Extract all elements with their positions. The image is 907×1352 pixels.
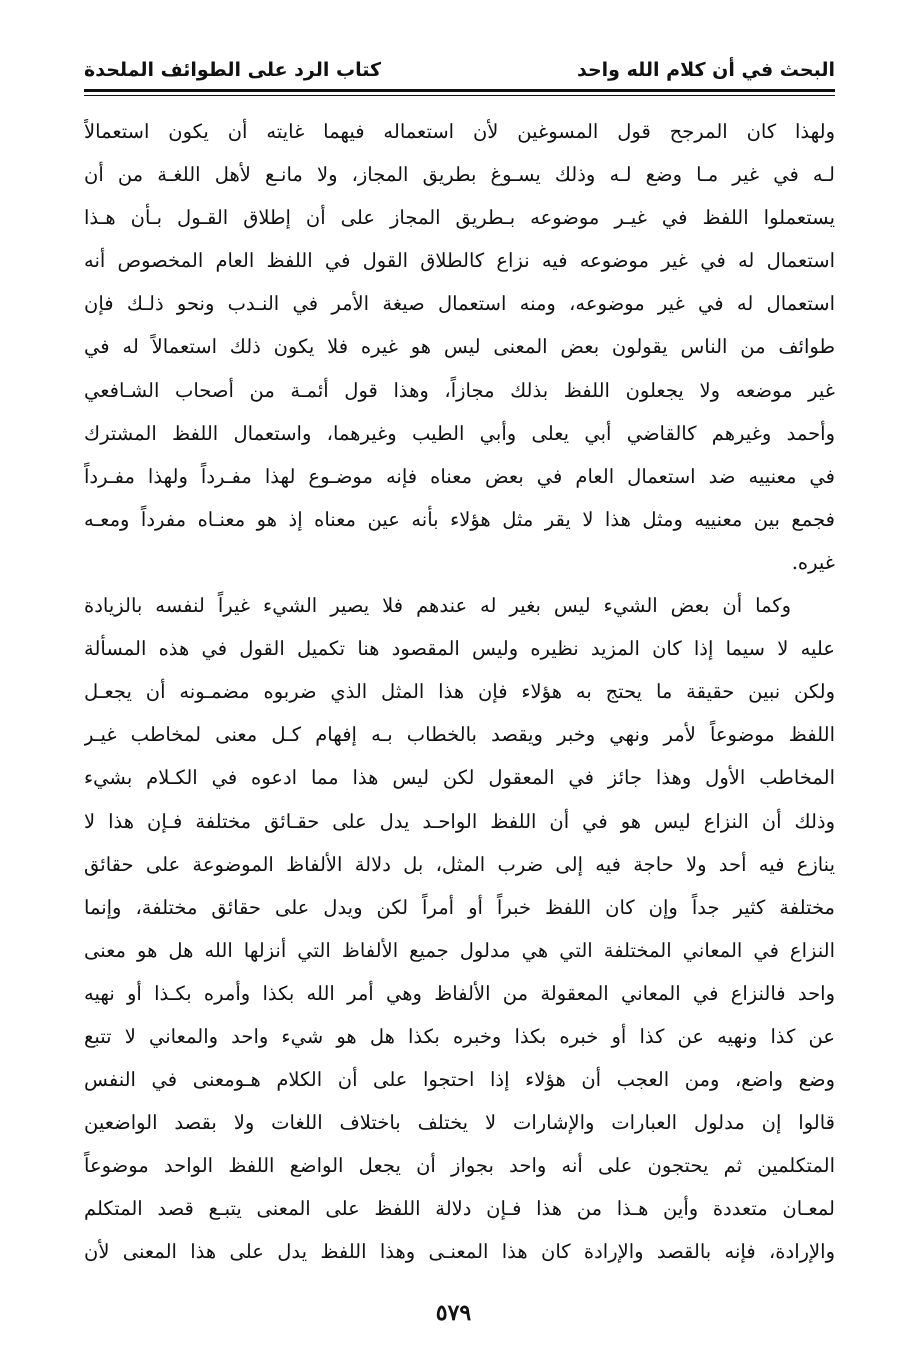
text-line: ولكن نبين حقيقة ما يحتج به هؤلاء فإن هذا المثل الذي ضربوه مضمـونه أن يجعـل — [84, 680, 835, 704]
text-line: يستعملوا اللفظ في غيـر موضوعه بـطريق المجاز على أن إطلاق القـول بـأن هـذا — [84, 206, 835, 230]
header-rule-thick — [84, 89, 835, 92]
text-line: وذلك أن النزاع ليس هو في أن اللفظ الواحـد يدل على حقـائق مختلفة فـإن هذا لا — [84, 809, 835, 833]
text-line: لـه في غير مـا وضع لـه وذلك يسـوغ بطريق المجاز، ولا مانـع لأهل اللغـة من أن — [84, 163, 835, 187]
header-chapter-title: البحث في أن كلام الله واحد — [577, 59, 835, 81]
text-line: والإرادة، فإنه بالقصد والإرادة كان هذا المعنـى وهذا اللفظ يدل على هذا المعنى لأن — [84, 1240, 835, 1264]
text-line: مختلفة كثير جداً وإن كان اللفظ خبراً أو أمراً لكن ويدل على حقائق مختلفة، وإنما — [84, 895, 835, 919]
text-line: غير موضعه ولا يجعلون اللفظ بذلك مجازاً، وهذا قول أئمـة من أصحاب الشـافعي — [84, 378, 835, 402]
text-line: في معنييه ضد استعمال العام في بعض معناه فإنه موضـوع لهذا مفـرداً ولهذا مفـرداً — [84, 464, 835, 488]
text-line: وضع واضع، ومن العجب أن هؤلاء إذا احتجوا على أن الكلام هـومعنى في النفس — [84, 1068, 835, 1092]
text-line: ولهذا كان المرجح قول المسوغين لأن استعماله فيهما غايته أن يكون استعمالاً — [84, 120, 835, 143]
text-line: ينازع فيه أحد ولا حاجة فيه إلى ضرب المثل، بل دلالة الألفاظ الموضوعة على حقائق — [84, 852, 835, 876]
text-line: اللفظ موضوعاً لأمر ونهي وخبر ويقصد بالخطاب بـه إفهام كـل معنى لمخاطب غيـر — [84, 723, 835, 747]
text-line: طوائف من الناس يقولون بعض المعنى ليس هو غيره فلا يكون ذلك استعمالاً له في — [84, 335, 835, 359]
text-line: وكما أن بعض الشيء ليس بغير له عندهم فلا يصير الشيء غيراً لنفسه بالزيادة — [84, 594, 791, 618]
text-line: قالوا إن مدلول العبارات والإشارات لا يختلف باختلاف اللغات ولا بقصد الواضعين — [84, 1111, 835, 1135]
running-header — [84, 52, 835, 88]
text-line: فجمع بين معنييه ومثل هذا لا يقر مثل هؤلاء بأنه عين معناه إذ هو معنـاه مفرداً ومعـه — [84, 507, 835, 531]
text-line: غيره. — [791, 550, 835, 574]
text-line: عن كذا ونهيه عن كذا أو خبره بكذا وخبره بكذا هل هو شيء واحد والمعاني لا تتبع — [84, 1024, 835, 1048]
header-book-title: كتاب الرد على الطوائف الملحدة — [84, 59, 382, 81]
text-line: المخاطب الأول وهذا جائز في المعقول لكن ليس هذا مما ادعوه في الكـلام بشيء — [84, 766, 835, 790]
text-line: وأحمد وغيرهم كالقاضي أبي يعلى وأبي الطيب وغيرهما، واستعمال اللفظ المشترك — [84, 421, 835, 445]
text-line: المتكلمين ثم يحتجون على أنه واحد بجواز أن يجعل الواضع اللفظ الواحد موضوعاً — [84, 1154, 835, 1178]
text-line: عليه لا سيما إذا كان المزيد نظيره وليس المقصود هنا تكميل القول في هذه المسألة — [84, 637, 835, 661]
page-number: ٥٧٩ — [435, 1300, 472, 1326]
text-line: واحد فالنزاع في المعاني المعقولة من الألفاظ وهي أمر الله بكذا وأمره بكـذا أو نهيه — [84, 981, 835, 1005]
text-line: استعمال له في غير موضوعه فيه نزاع كالطلاق القول في اللفظ العام المخصوص أنه — [84, 249, 835, 273]
text-line: لمعـان متعددة وأين هـذا من هذا فـإن دلالة اللفظ على المعنى يتبـع قصد المتكلم — [84, 1197, 835, 1221]
body-text — [84, 110, 835, 1274]
header-rule-thin — [84, 95, 835, 96]
text-line: استعمال له في غير موضوعه، ومنه استعمال صيغة الأمر في النـدب ونحو ذلـك فإن — [84, 292, 835, 316]
text-line: النزاع في المعاني المختلفة التي هي مدلول جميع الألفاظ التي أنزلها الله هل هو معنى — [84, 938, 835, 962]
